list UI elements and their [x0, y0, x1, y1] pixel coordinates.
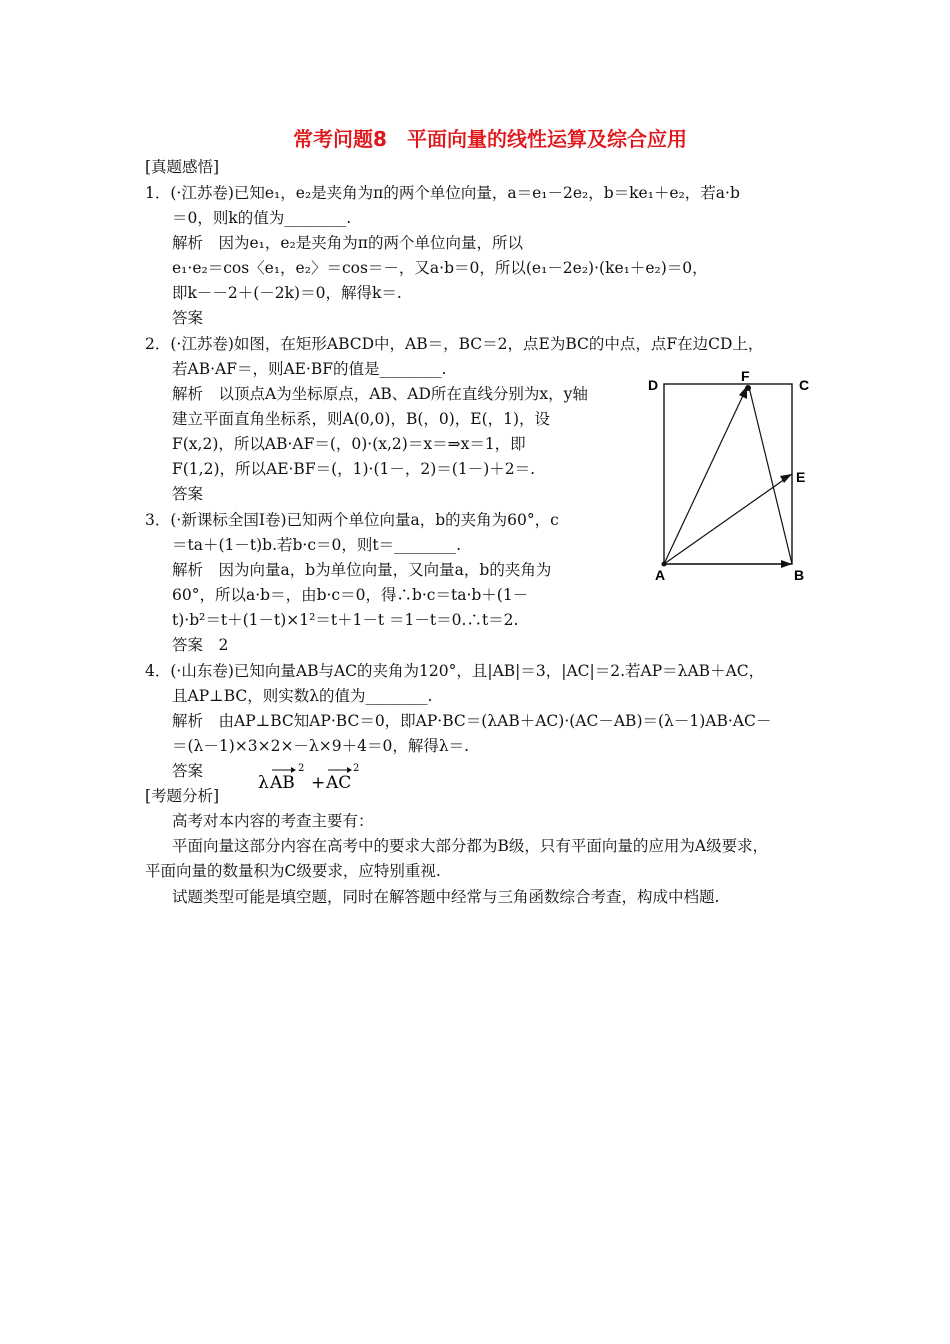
q3-answer: 答案 2	[172, 636, 229, 654]
q2-solution: 建立平面直角坐标系，则A(0,0)，B(，0)，E(，1)，设	[172, 410, 551, 428]
formula-vector-ac: AC	[326, 773, 352, 793]
analysis-line: 平面向量的数量积为C级要求，应特别重视.	[145, 862, 441, 880]
formula-plus: +	[311, 773, 326, 793]
label-a: A	[655, 567, 666, 583]
q2-solution: F(1,2)，所以AE·BF＝(，1)·(1－，2)＝(1－)＋2＝.	[172, 460, 536, 478]
label-c: C	[799, 377, 810, 393]
vector-ae	[664, 474, 792, 564]
section-heading: [考题分析]	[145, 787, 220, 805]
formula-lambda: λ	[258, 773, 269, 793]
rectangle-figure	[646, 366, 818, 584]
formula-vector-ab: AB	[270, 773, 295, 793]
analysis-line: 平面向量这部分内容在高考中的要求大部分都为B级，只有平面向量的应用为A级要求，	[172, 837, 769, 855]
q3-solution: 60°，所以a·b＝，由b·c＝0，得∴b·c＝ta·b＋(1－	[172, 586, 529, 604]
q4-answer: 答案	[172, 762, 204, 780]
arrowhead-b	[781, 560, 792, 568]
rectangle-abcd	[664, 384, 792, 564]
q3-solution: 解析 因为向量a，b为单位向量，又向量a，b的夹角为	[172, 561, 552, 579]
q4-line: 4．(·山东卷)已知向量AB与AC的夹角为120°，且|AB|＝3，|AC|＝2.若AP＝λAB＋AC，	[145, 662, 765, 680]
q4-line: 且AP⊥BC，则实数λ的值为________.	[172, 687, 433, 705]
formula-exponent-1: 2	[298, 763, 305, 774]
label-f: F	[741, 368, 750, 384]
q2-line: 若AB·AF＝，则AE·BF的值是________.	[172, 360, 447, 378]
q4-solution: 解析 由AP⊥BC知AP·BC＝0，即AP·BC＝(λAB＋AC)·(AC－AB)＝(λ－1)AB·AC－	[172, 712, 772, 730]
point-a	[662, 562, 667, 567]
q4-solution: ＝(λ－1)×3×2×－λ×9＋4＝0，解得λ＝.	[172, 737, 470, 755]
q2-solution: F(x,2)，所以AB·AF＝(，0)·(x,2)＝x＝⇒x＝1，即	[172, 435, 526, 453]
analysis-line: 高考对本内容的考查主要有：	[172, 812, 374, 830]
q1-line: ＝0，则k的值为________.	[172, 209, 352, 227]
q2-answer: 答案	[172, 485, 204, 503]
label-e: E	[796, 469, 806, 485]
label-d: D	[648, 377, 659, 393]
q1-line: 1．(·江苏卷)已知e₁，e₂是夹角为π的两个单位向量，a＝e₁－2e₂，b＝ke₁＋e₂，若a·b	[145, 184, 740, 202]
q1-solution: e₁·e₂＝cos〈e₁，e₂〉＝cos＝－，又a·b＝0，所以(e₁－2e₂)·(ke₁＋e₂)＝0，	[172, 259, 708, 277]
q3-solution: t)·b²＝t＋(1－t)×1²＝t＋1－t ＝1－t＝0.∴t＝2.	[172, 611, 519, 629]
section-heading: [真题感悟]	[145, 158, 220, 176]
page-title: 常考问题8 平面向量的线性运算及综合应用	[293, 127, 687, 151]
analysis-line: 试题类型可能是填空题，同时在解答题中经常与三角函数综合考查，构成中档题.	[172, 888, 720, 906]
vector-af	[664, 387, 747, 564]
label-b: B	[794, 567, 805, 583]
q3-line: 3．(·新课标全国Ⅰ卷)已知两个单位向量a，b的夹角为60°，c	[145, 511, 559, 529]
q1-solution: 解析 因为e₁，e₂是夹角为π的两个单位向量，所以	[172, 234, 523, 252]
vector-formula	[256, 758, 364, 794]
q3-line: ＝ta＋(1－t)b.若b·c＝0，则t＝________.	[172, 536, 462, 554]
q1-solution: 即k－－2＋(－2k)＝0，解得k＝.	[172, 284, 402, 302]
formula-exponent-2: 2	[353, 763, 360, 774]
q1-answer: 答案	[172, 309, 204, 327]
q2-solution: 解析 以顶点A为坐标原点，AB、AD所在直线分别为x，y轴	[172, 385, 588, 403]
q2-line: 2．(·江苏卷)如图，在矩形ABCD中，AB＝，BC＝2，点E为BC的中点，点F在边CD上，	[145, 335, 764, 353]
point-f	[745, 385, 751, 391]
